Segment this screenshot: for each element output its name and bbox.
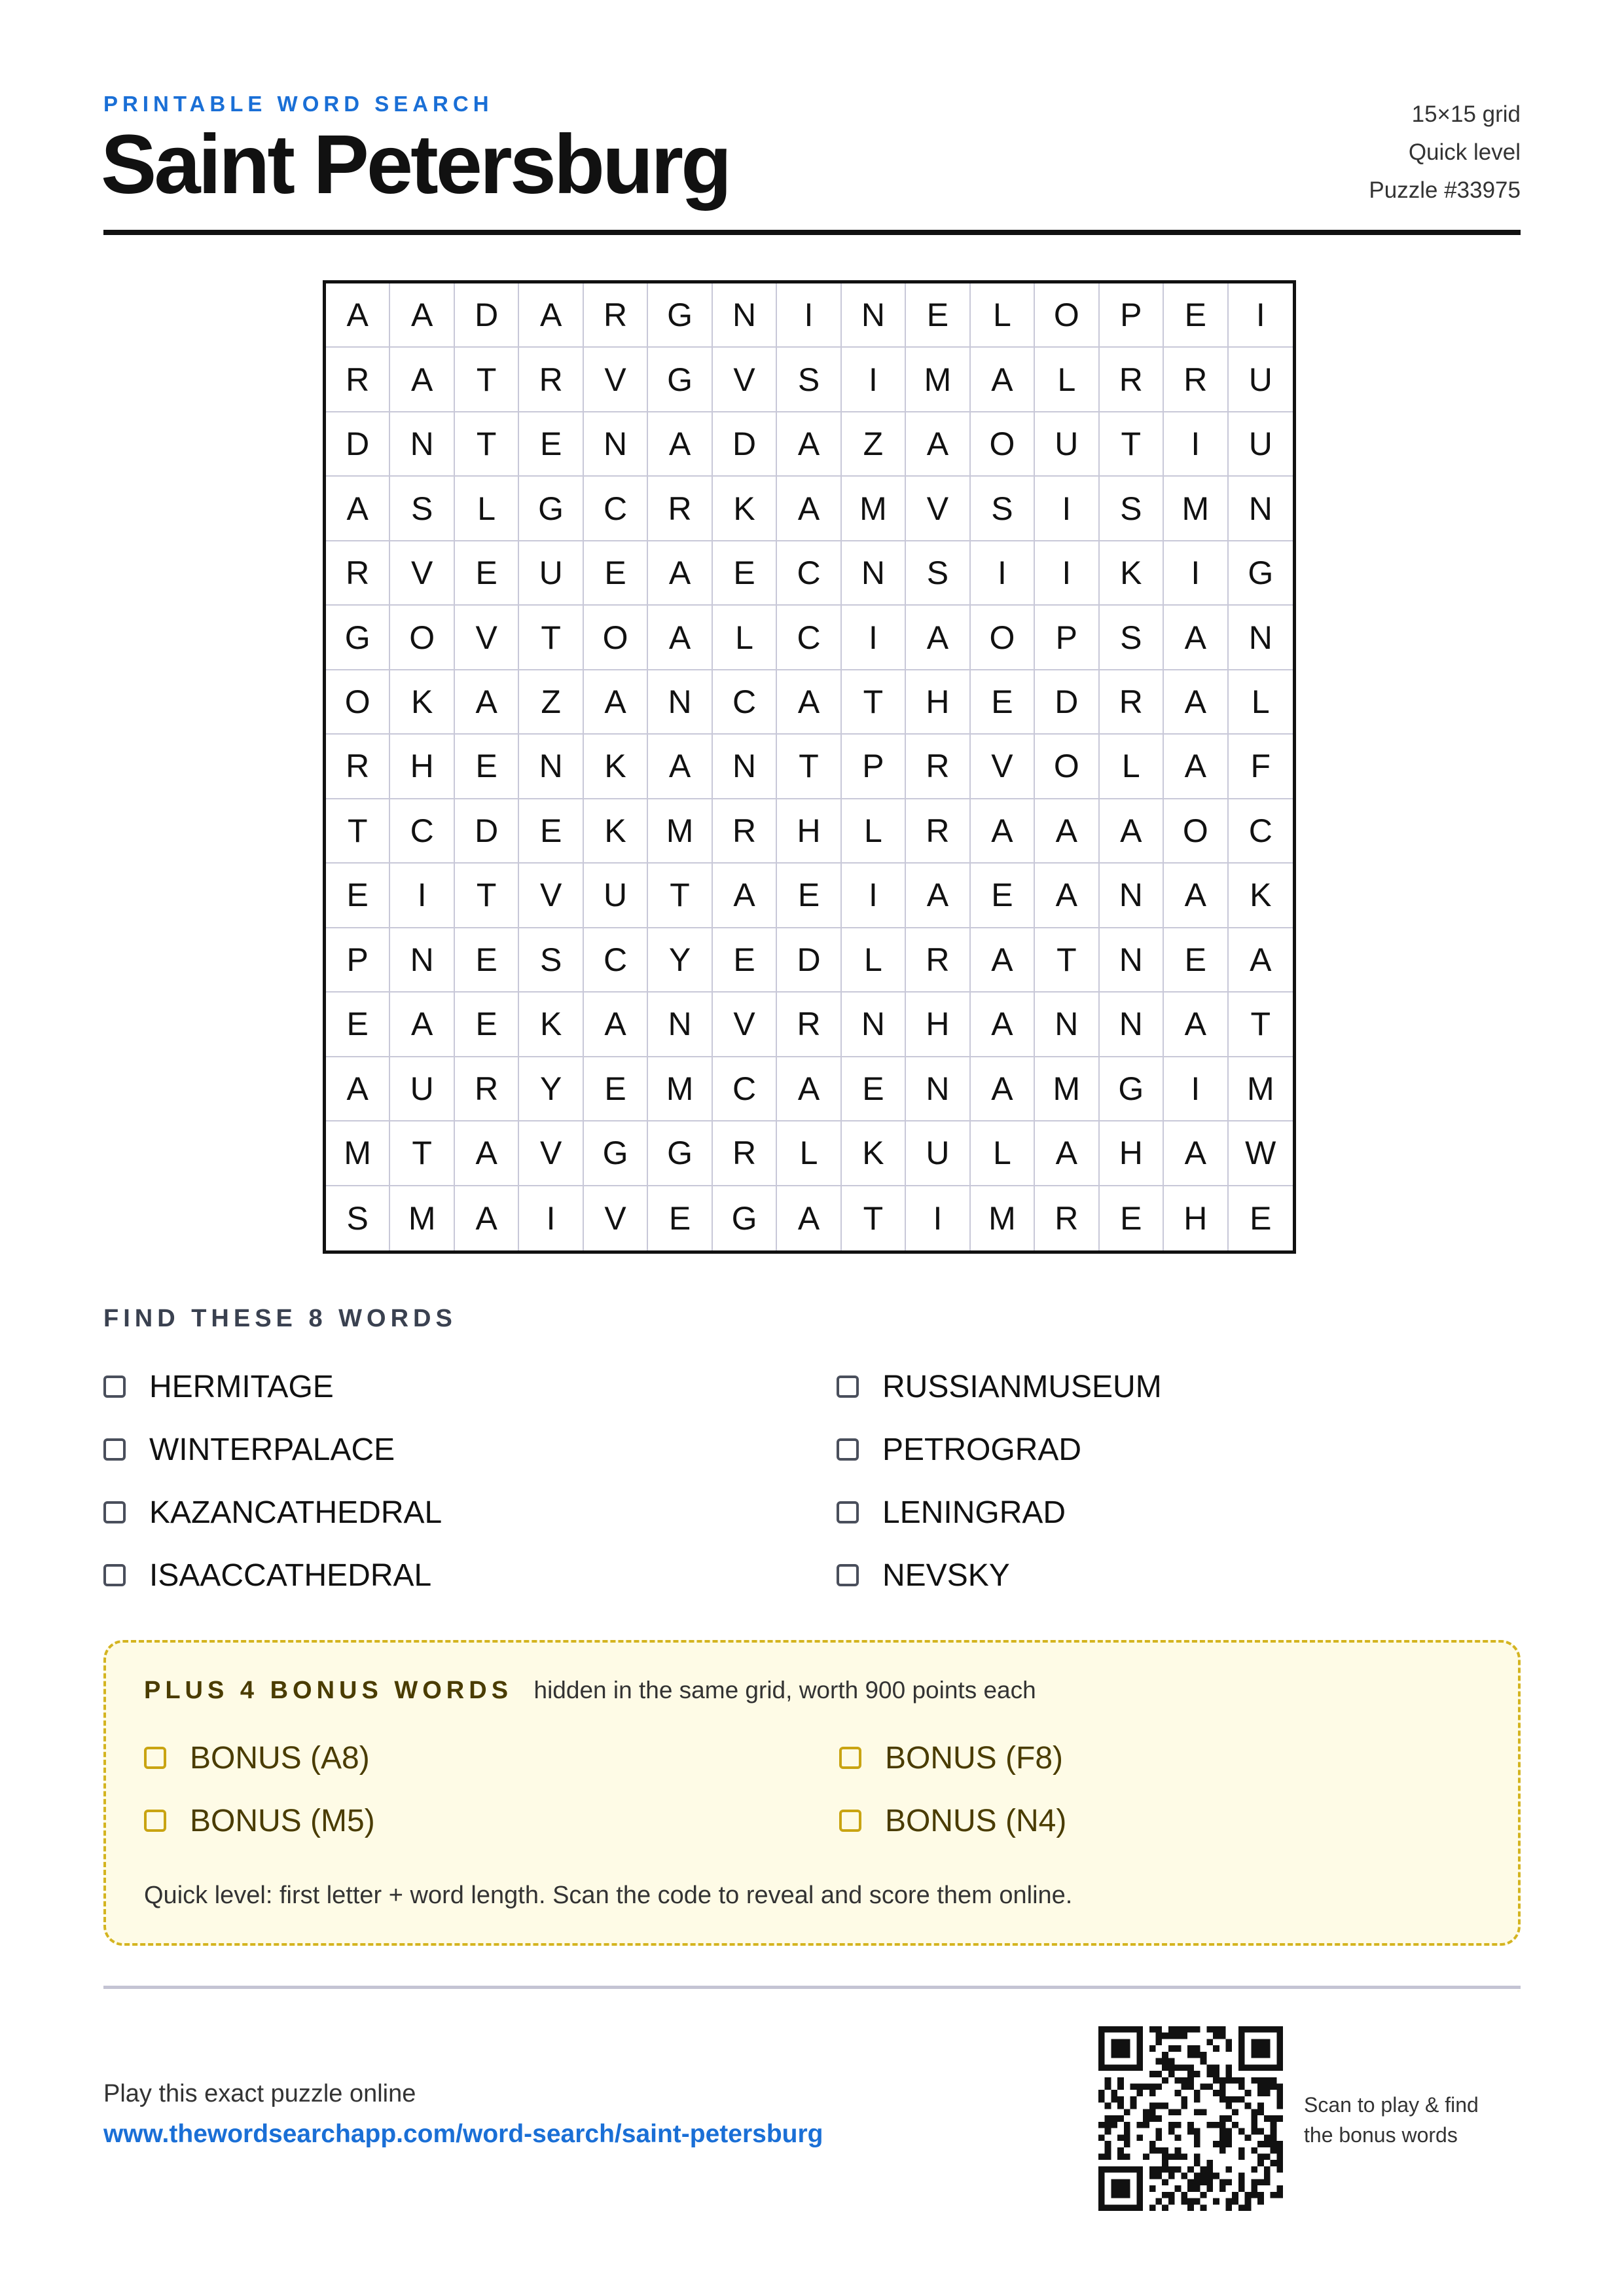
word-list-heading: FIND THESE 8 WORDS <box>103 1305 457 1332</box>
grid-cell[interactable]: A <box>1164 670 1228 735</box>
grid-cell[interactable]: E <box>1250 1199 1272 1237</box>
play-online-label: Play this exact puzzle online <box>103 2080 416 2107</box>
grid-cell[interactable]: E <box>842 1057 906 1121</box>
grid-cell[interactable]: I <box>842 348 906 412</box>
grid-cell[interactable]: L <box>455 477 519 541</box>
checkbox-icon[interactable] <box>103 1376 126 1398</box>
grid-cell[interactable]: U <box>390 1057 454 1121</box>
grid-cell[interactable]: A <box>777 477 841 541</box>
grid-cell[interactable]: A <box>648 735 712 799</box>
qr-caption <box>1304 2090 1479 2150</box>
grid-cell[interactable]: E <box>1100 1186 1164 1250</box>
grid-cell[interactable]: V <box>713 993 777 1057</box>
checkbox-icon[interactable] <box>144 1747 166 1769</box>
grid-cell[interactable]: E <box>584 541 648 606</box>
checkbox-icon[interactable] <box>839 1747 861 1769</box>
bonus-item-label: BONUS (N4) <box>885 1803 1067 1838</box>
grid-cell[interactable]: V <box>713 348 777 412</box>
grid-cell[interactable]: H <box>777 799 841 864</box>
grid-cell[interactable]: I <box>777 283 841 348</box>
bonus-item[interactable] <box>839 1789 1486 1852</box>
grid-cell[interactable]: P <box>1035 606 1099 670</box>
checkbox-icon[interactable] <box>103 1501 126 1523</box>
grid-cell[interactable]: A <box>648 541 712 606</box>
grid-cell[interactable]: S <box>1100 477 1164 541</box>
grid-cell[interactable]: U <box>584 864 648 928</box>
grid-cell[interactable]: F <box>1229 735 1293 799</box>
grid-cell[interactable]: N <box>648 670 712 735</box>
grid-cell[interactable]: N <box>1100 993 1164 1057</box>
grid-cell[interactable]: I <box>906 1186 970 1250</box>
grid-cell[interactable]: G <box>648 348 712 412</box>
grid-cell[interactable]: R <box>906 799 970 864</box>
word-item[interactable] <box>837 1481 1521 1544</box>
grid-cell[interactable]: T <box>777 735 841 799</box>
grid-cell[interactable]: M <box>842 477 906 541</box>
level-label: Quick level <box>1408 139 1521 165</box>
footer-divider <box>103 1986 1521 1989</box>
grid-cell[interactable]: K <box>1100 541 1164 606</box>
grid-cell[interactable]: T <box>455 348 519 412</box>
grid-cell[interactable]: O <box>1035 283 1099 348</box>
grid-cell[interactable]: K <box>519 993 583 1057</box>
grid-cell[interactable]: K <box>842 1121 906 1186</box>
grid-cell[interactable]: L <box>713 606 777 670</box>
grid-cell[interactable]: R <box>713 799 777 864</box>
grid-cell[interactable]: I <box>1164 412 1228 477</box>
grid-cell[interactable]: S <box>906 541 970 606</box>
bonus-note: Quick level: first letter + word length. Scan the code to reveal and score them online. <box>144 1882 1073 1909</box>
qr-code-icon[interactable] <box>1098 2026 1283 2211</box>
grid-cell[interactable]: A <box>777 1186 841 1250</box>
grid-cell[interactable]: M <box>1035 1057 1099 1121</box>
grid-cell[interactable]: G <box>648 283 712 348</box>
grid-cell[interactable]: A <box>713 864 777 928</box>
grid-cell[interactable]: Y <box>648 928 712 993</box>
grid-cell[interactable]: H <box>1164 1186 1228 1250</box>
word-item[interactable] <box>103 1418 837 1481</box>
grid-cell[interactable]: N <box>584 412 648 477</box>
grid-cell[interactable]: T <box>1100 412 1164 477</box>
grid-cell[interactable]: E <box>326 864 390 928</box>
grid-cell[interactable]: A <box>390 348 454 412</box>
bonus-item-label: BONUS (A8) <box>190 1740 370 1776</box>
grid-cell[interactable]: E <box>971 670 1035 735</box>
letter-grid[interactable] <box>323 280 1296 1254</box>
checkbox-icon[interactable] <box>103 1564 126 1586</box>
grid-cell[interactable]: Z <box>519 670 583 735</box>
grid-cell[interactable]: K <box>390 670 454 735</box>
grid-cell[interactable]: R <box>326 735 390 799</box>
grid-cell[interactable]: U <box>906 1121 970 1186</box>
grid-cell[interactable]: V <box>519 864 583 928</box>
grid-cell[interactable]: E <box>713 928 777 993</box>
grid-cell[interactable]: A <box>584 993 648 1057</box>
grid-cell[interactable]: L <box>1229 670 1293 735</box>
grid-cell[interactable]: N <box>390 928 454 993</box>
word-item[interactable] <box>837 1418 1521 1481</box>
word-label: WINTERPALACE <box>149 1432 395 1467</box>
grid-cell[interactable]: C <box>713 670 777 735</box>
grid-cell[interactable]: P <box>1100 283 1164 348</box>
grid-cell[interactable]: A <box>1035 1121 1099 1186</box>
puzzle-number-label: Puzzle #33975 <box>1369 177 1521 203</box>
grid-cell[interactable]: A <box>971 348 1035 412</box>
grid-cell[interactable]: N <box>1035 993 1099 1057</box>
grid-cell[interactable]: E <box>584 1057 648 1121</box>
grid-cell[interactable]: A <box>326 283 390 348</box>
grid-cell[interactable]: L <box>1100 735 1164 799</box>
word-list <box>103 1355 1521 1607</box>
grid-cell[interactable]: N <box>1229 606 1293 670</box>
grid-cell[interactable]: R <box>906 735 970 799</box>
grid-cell[interactable]: S <box>1100 606 1164 670</box>
grid-cell[interactable]: N <box>842 993 906 1057</box>
grid-cell[interactable]: O <box>390 606 454 670</box>
grid-cell[interactable]: N <box>1100 928 1164 993</box>
grid-cell[interactable]: E <box>648 1186 712 1250</box>
word-label: LENINGRAD <box>882 1495 1066 1530</box>
grid-cell[interactable]: I <box>1229 283 1293 348</box>
grid-cell[interactable]: I <box>971 541 1035 606</box>
grid-cell[interactable]: P <box>326 928 390 993</box>
bonus-subtitle: hidden in the same grid, worth 900 points each <box>533 1677 1036 1704</box>
grid-cell[interactable]: T <box>1229 993 1293 1057</box>
grid-cell[interactable]: A <box>584 670 648 735</box>
grid-cell[interactable]: C <box>584 928 648 993</box>
word-label: ISAACCATHEDRAL <box>149 1558 432 1593</box>
grid-cell[interactable]: A <box>971 799 1035 864</box>
grid-cell[interactable]: V <box>584 348 648 412</box>
grid-cell[interactable]: S <box>971 477 1035 541</box>
grid-cell[interactable]: E <box>519 412 583 477</box>
word-label: NEVSKY <box>882 1558 1010 1593</box>
grid-cell[interactable]: A <box>455 1186 519 1250</box>
grid-cell[interactable]: V <box>971 735 1035 799</box>
word-item[interactable] <box>837 1544 1521 1607</box>
grid-cell[interactable]: E <box>455 993 519 1057</box>
grid-cell[interactable]: A <box>648 412 712 477</box>
word-label: HERMITAGE <box>149 1369 334 1404</box>
grid-cell[interactable]: A <box>326 1057 390 1121</box>
grid-cell[interactable]: E <box>326 993 390 1057</box>
grid-cell[interactable]: D <box>455 799 519 864</box>
grid-cell[interactable]: C <box>713 1057 777 1121</box>
bonus-item-label: BONUS (F8) <box>885 1740 1064 1776</box>
grid-cell[interactable]: V <box>390 541 454 606</box>
bonus-heading <box>144 1677 1036 1705</box>
grid-cell[interactable]: N <box>390 412 454 477</box>
grid-cell[interactable]: V <box>906 477 970 541</box>
grid-cell[interactable]: N <box>1100 864 1164 928</box>
grid-cell[interactable]: T <box>326 799 390 864</box>
header-divider <box>103 230 1521 235</box>
grid-cell[interactable]: M <box>1229 1057 1293 1121</box>
grid-cell[interactable]: C <box>1229 799 1293 864</box>
puzzle-meta <box>1369 96 1521 210</box>
grid-cell[interactable]: C <box>777 541 841 606</box>
grid-cell[interactable]: S <box>326 1186 390 1250</box>
grid-cell[interactable]: R <box>713 1121 777 1186</box>
grid-cell[interactable]: C <box>584 477 648 541</box>
grid-cell[interactable]: R <box>1100 670 1164 735</box>
grid-cell[interactable]: R <box>1164 348 1228 412</box>
page-kicker: PRINTABLE WORD SEARCH <box>103 92 494 116</box>
grid-cell[interactable]: O <box>1035 735 1099 799</box>
checkbox-icon[interactable] <box>837 1501 859 1523</box>
grid-cell[interactable]: A <box>1100 799 1164 864</box>
grid-cell[interactable]: K <box>584 799 648 864</box>
grid-cell[interactable]: R <box>906 928 970 993</box>
grid-cell[interactable]: N <box>648 993 712 1057</box>
grid-cell[interactable]: A <box>1035 864 1099 928</box>
grid-cell[interactable]: A <box>455 1121 519 1186</box>
grid-cell[interactable]: A <box>777 670 841 735</box>
page-title: Saint Petersburg <box>101 118 730 211</box>
grid-cell[interactable]: G <box>713 1186 777 1250</box>
grid-cell[interactable]: T <box>519 606 583 670</box>
grid-cell[interactable]: O <box>971 606 1035 670</box>
grid-cell[interactable]: N <box>519 735 583 799</box>
grid-cell[interactable]: O <box>584 606 648 670</box>
grid-cell[interactable]: R <box>326 541 390 606</box>
grid-size-label: 15×15 grid <box>1411 101 1521 127</box>
grid-cell[interactable]: N <box>1229 477 1293 541</box>
grid-cell[interactable]: R <box>1100 348 1164 412</box>
grid-cell[interactable]: V <box>455 606 519 670</box>
grid-cell[interactable]: T <box>648 864 712 928</box>
grid-cell[interactable]: S <box>519 928 583 993</box>
grid-cell[interactable]: R <box>777 993 841 1057</box>
grid-cell[interactable]: G <box>584 1121 648 1186</box>
grid-cell[interactable]: G <box>1100 1057 1164 1121</box>
grid-cell[interactable]: O <box>326 670 390 735</box>
grid-cell[interactable]: A <box>1229 928 1293 993</box>
grid-cell[interactable]: H <box>390 735 454 799</box>
grid-cell[interactable]: A <box>648 606 712 670</box>
word-item[interactable] <box>103 1481 837 1544</box>
checkbox-icon[interactable] <box>837 1376 859 1398</box>
grid-cell[interactable]: Z <box>842 412 906 477</box>
grid-cell[interactable]: V <box>584 1186 648 1250</box>
checkbox-icon[interactable] <box>839 1810 861 1832</box>
grid-cell[interactable]: E <box>455 541 519 606</box>
grid-cell[interactable]: K <box>713 477 777 541</box>
grid-cell[interactable]: A <box>390 993 454 1057</box>
grid-cell[interactable]: H <box>906 670 970 735</box>
grid-cell[interactable]: A <box>906 864 970 928</box>
grid-cell[interactable]: A <box>1164 735 1228 799</box>
bonus-panel <box>103 1640 1521 1946</box>
grid-cell[interactable]: L <box>971 283 1035 348</box>
grid-cell[interactable]: K <box>1229 864 1293 928</box>
grid-cell[interactable]: E <box>1164 283 1228 348</box>
grid-cell[interactable]: G <box>648 1121 712 1186</box>
grid-cell[interactable]: M <box>1164 477 1228 541</box>
word-label: RUSSIANMUSEUM <box>882 1369 1162 1404</box>
grid-cell[interactable]: C <box>777 606 841 670</box>
grid-cell[interactable]: G <box>326 606 390 670</box>
grid-cell[interactable]: S <box>390 477 454 541</box>
grid-cell[interactable]: N <box>713 283 777 348</box>
word-item[interactable] <box>103 1544 837 1607</box>
checkbox-icon[interactable] <box>837 1564 859 1586</box>
checkbox-icon[interactable] <box>837 1438 859 1461</box>
grid-cell[interactable]: C <box>390 799 454 864</box>
bonus-item[interactable] <box>144 1726 839 1789</box>
word-label: KAZANCATHEDRAL <box>149 1495 442 1530</box>
grid-cell[interactable]: V <box>519 1121 583 1186</box>
grid-cell[interactable]: D <box>455 283 519 348</box>
grid-cell[interactable]: L <box>1035 348 1099 412</box>
grid-cell[interactable]: N <box>713 735 777 799</box>
grid-cell[interactable]: M <box>648 1057 712 1121</box>
grid-cell[interactable]: D <box>1035 670 1099 735</box>
grid-cell[interactable]: R <box>326 348 390 412</box>
grid-cell[interactable]: E <box>455 928 519 993</box>
grid-cell[interactable]: E <box>713 541 777 606</box>
grid-cell[interactable]: I <box>1164 1057 1228 1121</box>
grid-cell[interactable]: O <box>1164 799 1228 864</box>
grid-cell[interactable]: I <box>842 864 906 928</box>
grid-cell[interactable]: A <box>971 1057 1035 1121</box>
grid-cell[interactable]: M <box>326 1121 390 1186</box>
bonus-list <box>144 1726 1486 1852</box>
grid-cell[interactable]: K <box>584 735 648 799</box>
grid-cell[interactable]: L <box>842 928 906 993</box>
grid-cell[interactable]: A <box>519 283 583 348</box>
grid-cell[interactable]: E <box>519 799 583 864</box>
grid-cell[interactable]: I <box>390 864 454 928</box>
grid-cell[interactable]: U <box>1229 348 1293 412</box>
grid-cell[interactable]: T <box>390 1121 454 1186</box>
checkbox-icon[interactable] <box>144 1810 166 1832</box>
grid-cell[interactable]: T <box>842 1186 906 1250</box>
grid-cell[interactable]: R <box>1035 1186 1099 1250</box>
grid-cell[interactable]: A <box>1164 606 1228 670</box>
grid-cell[interactable]: R <box>648 477 712 541</box>
word-item[interactable] <box>103 1355 837 1418</box>
qr-caption-line: Scan to play & find <box>1304 2093 1479 2117</box>
grid-cell[interactable]: M <box>971 1186 1035 1250</box>
grid-cell[interactable]: L <box>842 799 906 864</box>
grid-cell[interactable]: A <box>1164 993 1228 1057</box>
grid-cell[interactable]: A <box>326 477 390 541</box>
grid-cell[interactable]: H <box>1100 1121 1164 1186</box>
grid-cell[interactable]: T <box>455 412 519 477</box>
grid-cell[interactable]: W <box>1229 1121 1293 1186</box>
grid-cell[interactable]: E <box>1164 928 1228 993</box>
grid-cell[interactable]: R <box>519 348 583 412</box>
checkbox-icon[interactable] <box>103 1438 126 1461</box>
bonus-item-label: BONUS (M5) <box>190 1803 375 1838</box>
grid-cell[interactable]: G <box>519 477 583 541</box>
grid-cell[interactable]: A <box>390 283 454 348</box>
bonus-item[interactable] <box>144 1789 839 1852</box>
puzzle-url-link[interactable]: www.thewordsearchapp.com/word-search/saint-petersburg <box>103 2120 823 2148</box>
grid-cell[interactable]: M <box>906 348 970 412</box>
grid-cell[interactable]: L <box>777 1121 841 1186</box>
grid-cell[interactable]: A <box>1164 1121 1228 1186</box>
grid-cell[interactable]: S <box>777 348 841 412</box>
grid-cell[interactable]: M <box>648 799 712 864</box>
grid-cell[interactable]: P <box>842 735 906 799</box>
grid-cell[interactable]: N <box>842 283 906 348</box>
word-label: PETROGRAD <box>882 1432 1082 1467</box>
grid-cell[interactable]: T <box>842 670 906 735</box>
grid-cell[interactable]: D <box>713 412 777 477</box>
bonus-label: PLUS 4 BONUS WORDS <box>144 1677 513 1704</box>
grid-cell[interactable]: D <box>326 412 390 477</box>
puzzle-page <box>103 0 1521 2296</box>
grid-cell[interactable]: T <box>1035 928 1099 993</box>
grid-cell[interactable]: M <box>390 1186 454 1250</box>
grid-cell[interactable]: A <box>777 412 841 477</box>
grid-cell[interactable]: G <box>1229 541 1293 606</box>
grid-cell[interactable]: O <box>971 412 1035 477</box>
grid-cell[interactable]: I <box>1164 541 1228 606</box>
grid-cell[interactable]: T <box>455 864 519 928</box>
grid-cell[interactable]: A <box>1035 799 1099 864</box>
grid-cell[interactable]: I <box>519 1186 583 1250</box>
grid-cell[interactable]: N <box>842 541 906 606</box>
grid-cell[interactable]: E <box>971 864 1035 928</box>
grid-cell[interactable]: E <box>777 864 841 928</box>
grid-cell[interactable]: L <box>971 1121 1035 1186</box>
grid-cell[interactable]: I <box>1035 541 1099 606</box>
grid-cell[interactable]: R <box>584 283 648 348</box>
grid-cell[interactable]: U <box>519 541 583 606</box>
grid-cell[interactable]: R <box>455 1057 519 1121</box>
grid-cell[interactable]: A <box>777 1057 841 1121</box>
grid-cell[interactable]: N <box>906 1057 970 1121</box>
grid-cell[interactable]: Y <box>519 1057 583 1121</box>
grid-cell[interactable]: E <box>906 283 970 348</box>
grid-cell[interactable]: U <box>1035 412 1099 477</box>
word-item[interactable] <box>837 1355 1521 1418</box>
grid-cell[interactable]: A <box>971 993 1035 1057</box>
grid-cell[interactable]: I <box>842 606 906 670</box>
bonus-item[interactable] <box>839 1726 1486 1789</box>
qr-caption-line: the bonus words <box>1304 2123 1458 2147</box>
grid-cell[interactable]: A <box>906 606 970 670</box>
grid-cell[interactable]: I <box>1035 477 1099 541</box>
grid-cell[interactable]: A <box>455 670 519 735</box>
grid-cell[interactable]: H <box>906 993 970 1057</box>
grid-cell[interactable]: A <box>906 412 970 477</box>
grid-cell[interactable]: A <box>1164 864 1228 928</box>
grid-cell[interactable]: E <box>455 735 519 799</box>
grid-cell[interactable]: A <box>971 928 1035 993</box>
grid-cell[interactable]: U <box>1229 412 1293 477</box>
grid-cell[interactable]: D <box>777 928 841 993</box>
